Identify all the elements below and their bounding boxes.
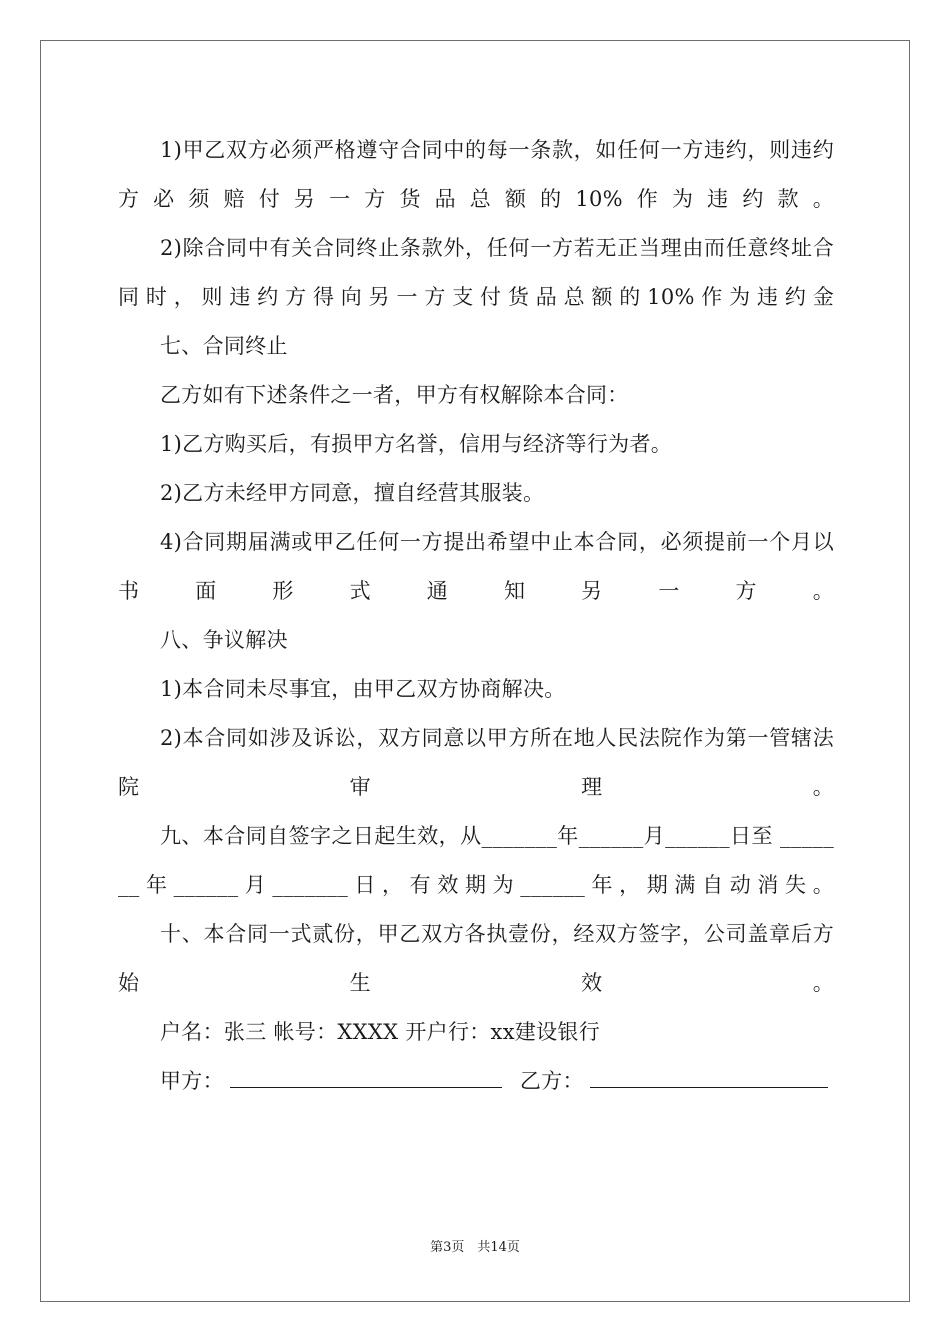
dispute-item-2: 2)本合同如涉及诉讼，双方同意以甲方所在地人民法院作为第一管辖法院审理。 — [118, 726, 834, 799]
termination-item-2: 2)乙方未经甲方同意，擅自经营其服装。 — [160, 481, 545, 505]
party-a-signature-blank — [230, 1065, 502, 1088]
section-heading-dispute: 八、争议解决 — [160, 628, 288, 652]
page-number-footer: 第3页 共14页 — [430, 1240, 520, 1255]
signature-line — [118, 1057, 834, 1106]
dispute-item-1: 1)本合同未尽事宜，由甲乙双方协商解决。 — [160, 677, 566, 701]
party-a-label: 甲方： — [160, 1069, 224, 1093]
section-heading-termination: 七、合同终止 — [160, 334, 288, 358]
termination-intro: 乙方如有下述条件之一者，甲方有权解除本合同： — [160, 383, 629, 407]
clause-penalty-1: 1)甲乙双方必须严格遵守合同中的每一条款，如任何一方违约，则违约方必须赔付另一方货品总额的10%作为违约款。 — [118, 138, 834, 211]
party-b-label: 乙方： — [519, 1069, 584, 1093]
bank-account-info: 户名：张三 帐号：XXXX 开户行：xx建设银行 — [160, 1020, 601, 1044]
clause-penalty-2: 2)除合同中有关合同终止条款外，任何一方若无正当理由而任意终址合同时，则违约方得向另一方支付货品总额的10%作为违约金 — [118, 236, 834, 309]
party-b-signature-blank — [590, 1065, 828, 1088]
document-body — [118, 126, 834, 1106]
clause-copies: 十、本合同一式贰份，甲乙双方各执壹份，经双方签字，公司盖章后方始生效。 — [118, 922, 834, 995]
termination-item-1: 1)乙方购买后，有损甲方名誉，信用与经济等行为者。 — [160, 432, 673, 456]
clause-effective-date: 九、本合同自签字之日起生效，从_______年______月______日至 _______年______月_______日，有效期为______年，期满自动消失。 — [118, 824, 834, 897]
termination-item-4: 4)合同期届满或甲乙任何一方提出希望中止本合同，必须提前一个月以书面形式通知另一方。 — [118, 530, 834, 603]
